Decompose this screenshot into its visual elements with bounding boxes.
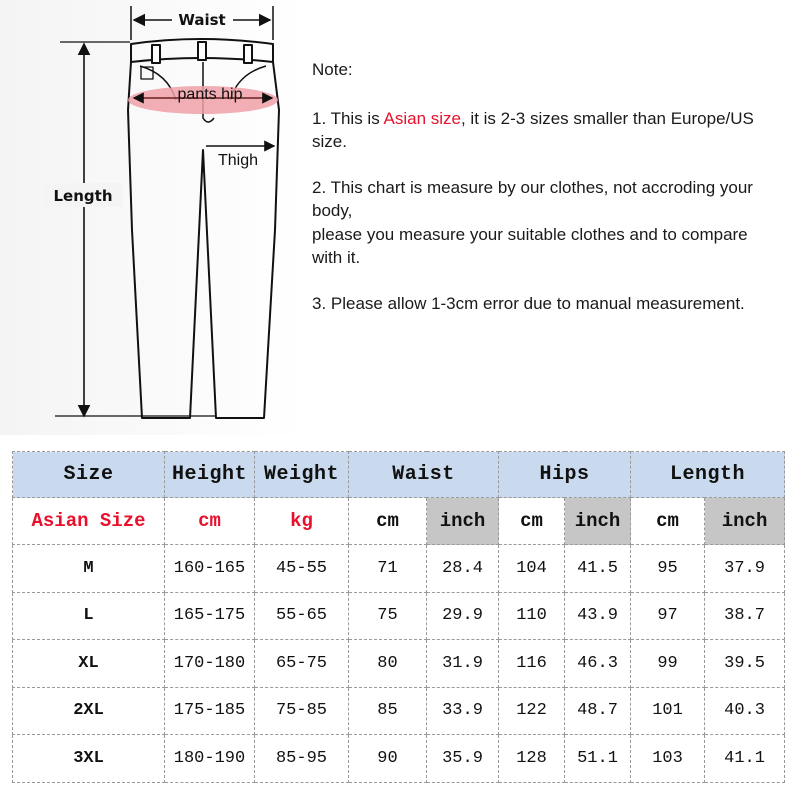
- cell-weight: 55-65: [255, 592, 349, 640]
- asian-size-highlight: Asian size: [383, 108, 461, 128]
- cell-length-cm: 97: [631, 592, 705, 640]
- unit-asian-size: Asian Size: [13, 498, 165, 545]
- cell-size: 3XL: [13, 735, 165, 783]
- cell-hips-inch: 48.7: [565, 687, 631, 735]
- cell-waist-cm: 75: [349, 592, 427, 640]
- cell-weight: 65-75: [255, 640, 349, 688]
- cell-hips-cm: 128: [499, 735, 565, 783]
- cell-weight: 75-85: [255, 687, 349, 735]
- cell-hips-cm: 110: [499, 592, 565, 640]
- table-row: [13, 545, 785, 593]
- header-size: Size: [13, 452, 165, 498]
- cell-length-inch: 38.7: [705, 592, 785, 640]
- unit-hips-inch: inch: [565, 498, 631, 545]
- cell-length-inch: 39.5: [705, 640, 785, 688]
- cell-waist-cm: 80: [349, 640, 427, 688]
- header-height: Height: [165, 452, 255, 498]
- cell-length-inch: 37.9: [705, 545, 785, 593]
- cell-weight: 45-55: [255, 545, 349, 593]
- header-weight: Weight: [255, 452, 349, 498]
- note-1: 1. This is Asian size, it is 2-3 sizes smaller than Europe/US size.: [312, 108, 754, 151]
- cell-waist-cm: 71: [349, 545, 427, 593]
- table-units-row: [13, 498, 785, 545]
- unit-hips-cm: cm: [499, 498, 565, 545]
- cell-length-cm: 99: [631, 640, 705, 688]
- thigh-label: Thigh: [218, 152, 259, 169]
- table-row: [13, 592, 785, 640]
- cell-hips-inch: 51.1: [565, 735, 631, 783]
- header-hips: Hips: [499, 452, 631, 498]
- unit-height: cm: [165, 498, 255, 545]
- cell-hips-inch: 46.3: [565, 640, 631, 688]
- cell-waist-inch: 35.9: [427, 735, 499, 783]
- notes-panel: [312, 58, 782, 337]
- cell-hips-cm: 116: [499, 640, 565, 688]
- cell-size: XL: [13, 640, 165, 688]
- cell-hips-inch: 43.9: [565, 592, 631, 640]
- cell-hips-cm: 122: [499, 687, 565, 735]
- header-waist: Waist: [349, 452, 499, 498]
- cell-hips-cm: 104: [499, 545, 565, 593]
- table-header-row: [13, 452, 785, 498]
- size-chart-table: [12, 451, 785, 783]
- unit-weight: kg: [255, 498, 349, 545]
- cell-waist-inch: 29.9: [427, 592, 499, 640]
- note-3: 3. Please allow 1-3cm error due to manual measurement.: [312, 293, 745, 313]
- table-row: [13, 640, 785, 688]
- table-row: [13, 687, 785, 735]
- cell-waist-inch: 33.9: [427, 687, 499, 735]
- cell-size: 2XL: [13, 687, 165, 735]
- unit-waist-inch: inch: [427, 498, 499, 545]
- table-row: [13, 735, 785, 783]
- cell-height: 180-190: [165, 735, 255, 783]
- notes-title: Note:: [312, 60, 353, 79]
- header-length: Length: [631, 452, 785, 498]
- cell-weight: 85-95: [255, 735, 349, 783]
- hip-label: pants hip: [177, 86, 243, 103]
- cell-height: 165-175: [165, 592, 255, 640]
- cell-hips-inch: 41.5: [565, 545, 631, 593]
- cell-length-cm: 101: [631, 687, 705, 735]
- cell-length-cm: 95: [631, 545, 705, 593]
- cell-size: L: [13, 592, 165, 640]
- unit-waist-cm: cm: [349, 498, 427, 545]
- cell-waist-cm: 85: [349, 687, 427, 735]
- unit-length-cm: cm: [631, 498, 705, 545]
- cell-height: 160-165: [165, 545, 255, 593]
- waist-label: Waist: [178, 11, 226, 29]
- cell-height: 175-185: [165, 687, 255, 735]
- cell-waist-cm: 90: [349, 735, 427, 783]
- cell-length-inch: 40.3: [705, 687, 785, 735]
- unit-length-inch: inch: [705, 498, 785, 545]
- cell-length-inch: 41.1: [705, 735, 785, 783]
- length-label: Length: [53, 187, 113, 205]
- cell-waist-inch: 28.4: [427, 545, 499, 593]
- cell-length-cm: 103: [631, 735, 705, 783]
- cell-height: 170-180: [165, 640, 255, 688]
- note-2: 2. This chart is measure by our clothes, not accroding your body, please you measure your suitable clothes and to compare with it.: [312, 177, 753, 267]
- cell-size: M: [13, 545, 165, 593]
- cell-waist-inch: 31.9: [427, 640, 499, 688]
